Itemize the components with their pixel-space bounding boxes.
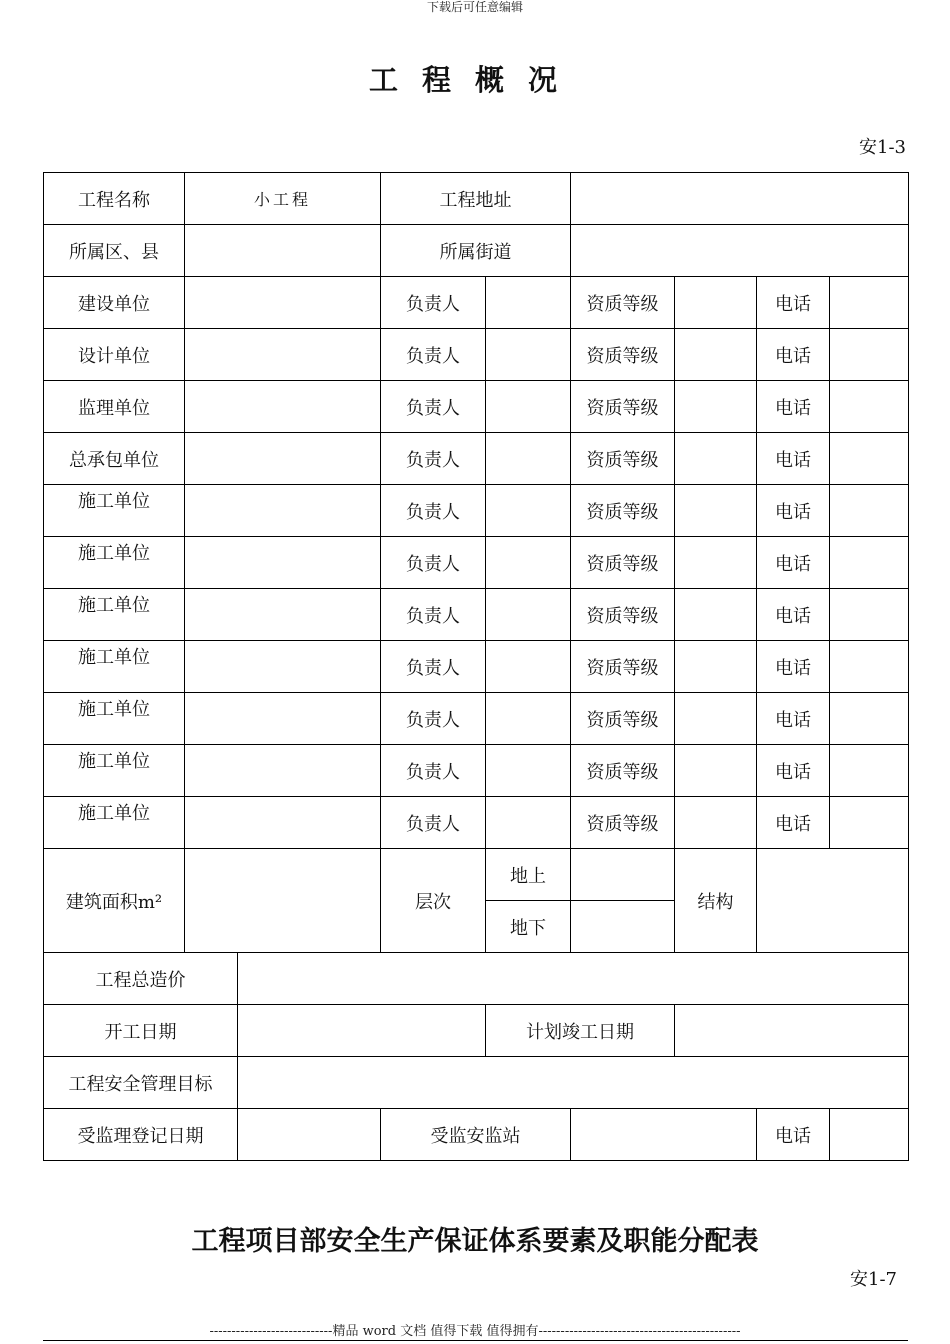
- phone-value[interactable]: [830, 797, 909, 849]
- total-cost-label: 工程总造价: [44, 953, 238, 1005]
- above-label: 地上: [486, 849, 571, 901]
- unit-name-value[interactable]: [185, 537, 381, 589]
- qualification-label: 资质等级: [571, 277, 675, 329]
- phone-value[interactable]: [830, 381, 909, 433]
- person-value[interactable]: [486, 329, 571, 381]
- qualification-label: 资质等级: [571, 329, 675, 381]
- supervision-date-value[interactable]: [238, 1109, 381, 1161]
- person-value[interactable]: [486, 797, 571, 849]
- building-area-label: 建筑面积m²: [44, 849, 185, 953]
- phone-label: 电话: [757, 433, 830, 485]
- district-value[interactable]: [185, 225, 381, 277]
- person-label: 负责人: [381, 745, 486, 797]
- phone-label: 电话: [757, 277, 830, 329]
- row-total-cost: [44, 953, 909, 1005]
- district-label: 所属区、县: [44, 225, 185, 277]
- person-label: 负责人: [381, 277, 486, 329]
- person-label: 负责人: [381, 329, 486, 381]
- person-value[interactable]: [486, 745, 571, 797]
- street-value[interactable]: [571, 225, 909, 277]
- supervision-station-label: 受监安监站: [381, 1109, 571, 1161]
- safety-target-label: 工程安全管理目标: [44, 1057, 238, 1109]
- unit-row: [44, 693, 909, 745]
- floors-label: 层次: [381, 849, 486, 953]
- project-overview-table: [43, 172, 909, 1161]
- start-date-label: 开工日期: [44, 1005, 238, 1057]
- unit-type-label: 监理单位: [44, 381, 185, 433]
- street-label: 所属街道: [381, 225, 571, 277]
- unit-row: [44, 589, 909, 641]
- qualification-label: 资质等级: [571, 797, 675, 849]
- person-label: 负责人: [381, 485, 486, 537]
- person-value[interactable]: [486, 589, 571, 641]
- person-label: 负责人: [381, 693, 486, 745]
- row-dates: [44, 1005, 909, 1057]
- qualification-label: 资质等级: [571, 381, 675, 433]
- qualification-label: 资质等级: [571, 589, 675, 641]
- qualification-value[interactable]: [675, 797, 757, 849]
- person-value[interactable]: [486, 693, 571, 745]
- person-value[interactable]: [486, 485, 571, 537]
- structure-value[interactable]: [757, 849, 909, 953]
- footer-divider: [43, 1340, 908, 1341]
- row-project-name: [44, 173, 909, 225]
- qualification-value[interactable]: [675, 329, 757, 381]
- unit-type-label: 施工单位: [44, 537, 185, 589]
- above-value[interactable]: [571, 849, 675, 901]
- person-label: 负责人: [381, 537, 486, 589]
- phone-label: 电话: [757, 745, 830, 797]
- section-title: 工程项目部安全生产保证体系要素及职能分配表: [191, 1226, 759, 1257]
- below-value[interactable]: [571, 901, 675, 953]
- supervision-station-value[interactable]: [571, 1109, 757, 1161]
- unit-row: [44, 485, 909, 537]
- project-name-label: 工程名称: [44, 173, 185, 225]
- qualification-value[interactable]: [675, 381, 757, 433]
- unit-name-value[interactable]: [185, 641, 381, 693]
- unit-name-value[interactable]: [185, 485, 381, 537]
- qualification-value[interactable]: [675, 693, 757, 745]
- person-label: 负责人: [381, 433, 486, 485]
- unit-row: [44, 381, 909, 433]
- phone-label: 电话: [757, 641, 830, 693]
- header-note: 下载后可任意编辑: [426, 0, 523, 14]
- planned-completion-label: 计划竣工日期: [486, 1005, 675, 1057]
- unit-type-label: 施工单位: [44, 485, 185, 537]
- qualification-value[interactable]: [675, 589, 757, 641]
- row-supervision: [44, 1109, 909, 1161]
- unit-type-label: 施工单位: [44, 589, 185, 641]
- total-cost-value[interactable]: [238, 953, 909, 1005]
- qualification-label: 资质等级: [571, 485, 675, 537]
- unit-name-value[interactable]: [185, 797, 381, 849]
- qualification-label: 资质等级: [571, 641, 675, 693]
- phone-value[interactable]: [830, 537, 909, 589]
- project-name-value[interactable]: 小工程: [185, 173, 381, 225]
- start-date-value[interactable]: [238, 1005, 486, 1057]
- unit-name-value[interactable]: [185, 433, 381, 485]
- person-label: 负责人: [381, 381, 486, 433]
- qualification-label: 资质等级: [571, 433, 675, 485]
- unit-row: [44, 433, 909, 485]
- unit-type-label: 施工单位: [44, 745, 185, 797]
- person-value[interactable]: [486, 641, 571, 693]
- person-value[interactable]: [486, 433, 571, 485]
- qualification-value[interactable]: [675, 277, 757, 329]
- qualification-label: 资质等级: [571, 693, 675, 745]
- page-title: 工程概况: [368, 63, 581, 97]
- person-value[interactable]: [486, 381, 571, 433]
- structure-label: 结构: [675, 849, 757, 953]
- supervision-date-label: 受监理登记日期: [44, 1109, 238, 1161]
- unit-row: [44, 537, 909, 589]
- safety-target-value[interactable]: [238, 1057, 909, 1109]
- qualification-value[interactable]: [675, 433, 757, 485]
- person-value[interactable]: [486, 537, 571, 589]
- project-address-value[interactable]: [571, 173, 909, 225]
- row-building-area-above: [44, 849, 909, 901]
- unit-row: [44, 745, 909, 797]
- unit-type-label: 施工单位: [44, 693, 185, 745]
- footer-note: ----------------------------精品 word 文档 值得下载 值得拥有----------------------------------------------: [209, 1324, 741, 1339]
- unit-row: [44, 797, 909, 849]
- unit-row: [44, 277, 909, 329]
- unit-name-value[interactable]: [185, 329, 381, 381]
- building-area-value[interactable]: [185, 849, 381, 953]
- person-label: 负责人: [381, 797, 486, 849]
- phone-label: 电话: [757, 381, 830, 433]
- phone-value[interactable]: [830, 745, 909, 797]
- unit-row: [44, 329, 909, 381]
- phone-label: 电话: [757, 589, 830, 641]
- qualification-label: 资质等级: [571, 745, 675, 797]
- unit-name-value[interactable]: [185, 745, 381, 797]
- qualification-value[interactable]: [675, 537, 757, 589]
- phone-label: 电话: [757, 537, 830, 589]
- unit-name-value[interactable]: [185, 589, 381, 641]
- below-label: 地下: [486, 901, 571, 953]
- supervision-phone-label: 电话: [757, 1109, 830, 1161]
- phone-value[interactable]: [830, 277, 909, 329]
- person-label: 负责人: [381, 641, 486, 693]
- phone-value[interactable]: [830, 693, 909, 745]
- qualification-value[interactable]: [675, 485, 757, 537]
- phone-value[interactable]: [830, 589, 909, 641]
- phone-label: 电话: [757, 693, 830, 745]
- unit-type-label: 设计单位: [44, 329, 185, 381]
- qualification-label: 资质等级: [571, 537, 675, 589]
- unit-type-label: 总承包单位: [44, 433, 185, 485]
- project-address-label: 工程地址: [381, 173, 571, 225]
- unit-name-value[interactable]: [185, 277, 381, 329]
- unit-name-value[interactable]: [185, 693, 381, 745]
- phone-label: 电话: [757, 329, 830, 381]
- unit-row: [44, 641, 909, 693]
- phone-value[interactable]: [830, 433, 909, 485]
- phone-label: 电话: [757, 485, 830, 537]
- unit-name-value[interactable]: [185, 381, 381, 433]
- unit-type-label: 施工单位: [44, 641, 185, 693]
- qualification-value[interactable]: [675, 745, 757, 797]
- qualification-value[interactable]: [675, 641, 757, 693]
- form-code-bottom: 安1-7: [850, 1269, 897, 1290]
- form-code-top: 安1-3: [859, 137, 906, 158]
- person-value[interactable]: [486, 277, 571, 329]
- supervision-phone-value[interactable]: [830, 1109, 909, 1161]
- unit-type-label: 施工单位: [44, 797, 185, 849]
- phone-label: 电话: [757, 797, 830, 849]
- row-safety-target: [44, 1057, 909, 1109]
- row-district: [44, 225, 909, 277]
- planned-completion-value[interactable]: [675, 1005, 909, 1057]
- phone-value[interactable]: [830, 641, 909, 693]
- phone-value[interactable]: [830, 485, 909, 537]
- person-label: 负责人: [381, 589, 486, 641]
- unit-type-label: 建设单位: [44, 277, 185, 329]
- phone-value[interactable]: [830, 329, 909, 381]
